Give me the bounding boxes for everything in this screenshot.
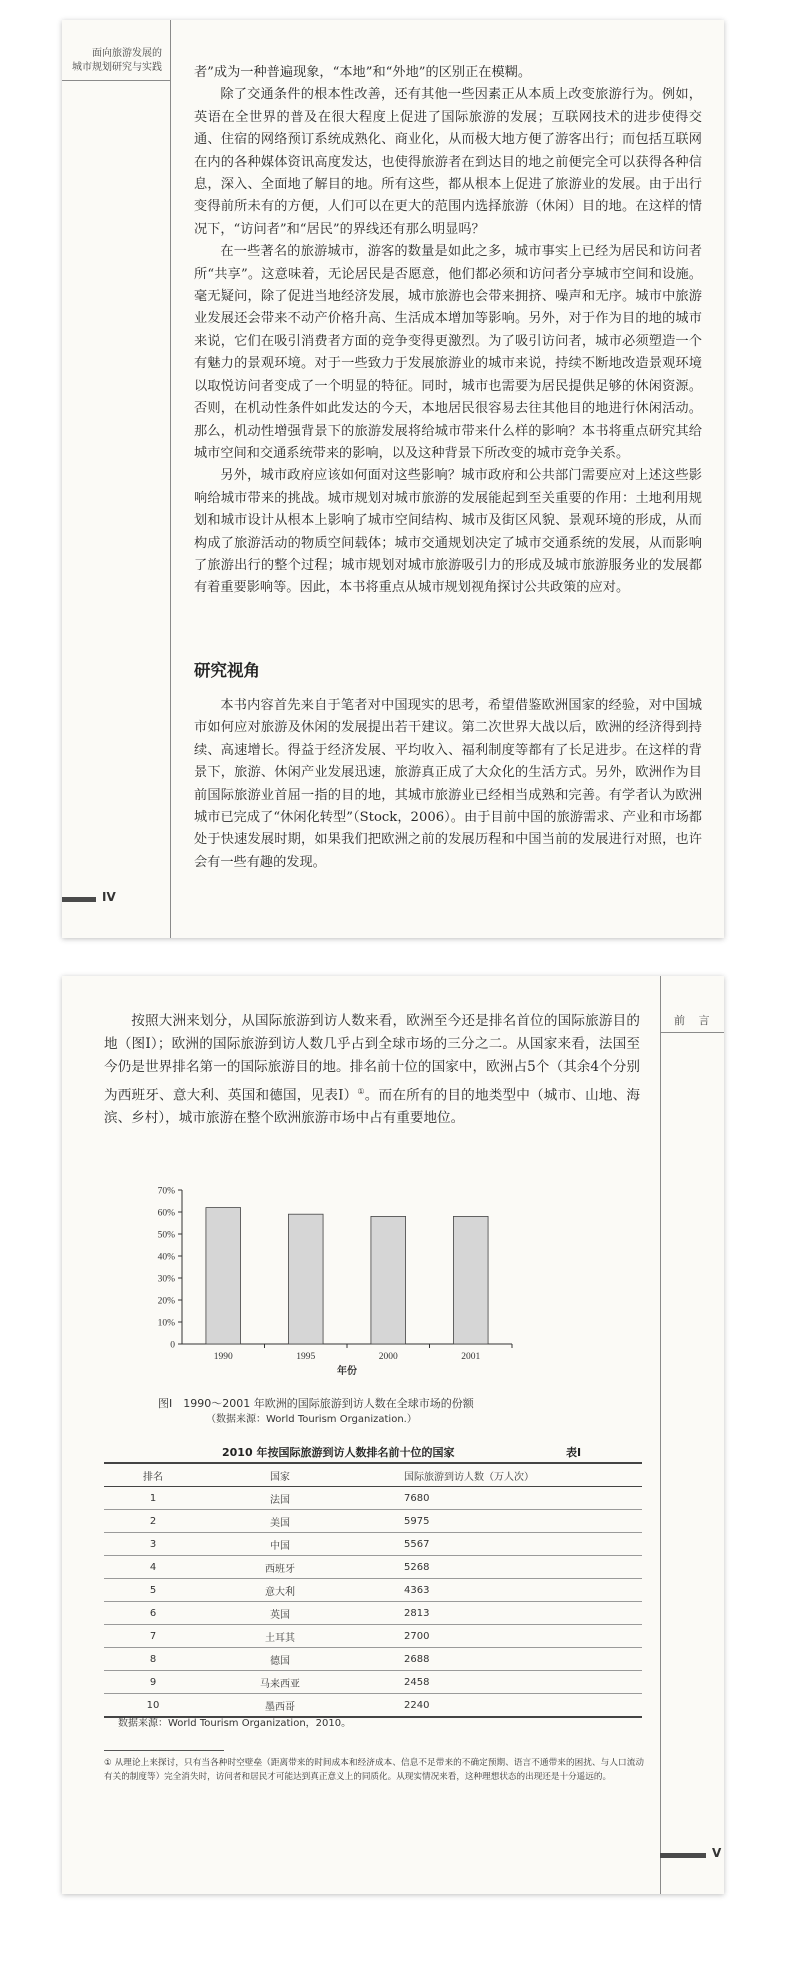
chart-canvas bbox=[142, 1182, 592, 1382]
country-cell: 德国 bbox=[202, 1648, 358, 1671]
rank-cell: 9 bbox=[104, 1671, 202, 1694]
paragraph: 本书内容首先来自于笔者对中国现实的思考，希望借鉴欧洲国家的经验，对中国城市如何应对旅游及休闲的发展提出若干建议。第二次世界大战以后，欧洲的经济得到持续、高速增长。得益于经济发展、平均收入、福利制度等都有了长足进步。在这样的背景下，旅游、休闲产业发展迅速，旅游真正成了大众化的生活方式。另外，欧洲作为目前国际旅游业首屈一指的目的地，其城市旅游业已经相当成熟和完善。有学者认为欧洲城市已完成了“休闲化转型”（Stock，2006）。由于目前中国的旅游需求、产业和市场都处于快速发展时期，如果我们把欧洲之前的发展历程和中国当前的发展进行对照，也许会有一些有趣的发现。 bbox=[194, 698, 702, 870]
x-tick-label: 2000 bbox=[378, 1352, 398, 1362]
arrivals-cell: 5975 bbox=[358, 1510, 642, 1533]
column-header-arrivals: 国际旅游到访人数（万人次） bbox=[358, 1463, 642, 1487]
running-head-rule bbox=[660, 1032, 724, 1033]
arrivals-cell: 2458 bbox=[358, 1671, 642, 1694]
country-cell: 意大利 bbox=[202, 1579, 358, 1602]
country-cell: 美国 bbox=[202, 1510, 358, 1533]
paragraph-text: 按照大洲来划分，从国际旅游到访人数来看，欧洲至今还是排名首位的国际旅游目的地（图Ⅰ）；欧洲的国际旅游到访人数几乎占到全球市场的三分之二。从国家来看，法国至今仍是世界排名第一的国际旅游目的地。排名前十位的国家中，欧洲占5个（其余4个分别为西班牙、意大利、英国和德国，见表Ⅰ） bbox=[104, 1013, 640, 1104]
country-cell: 英国 bbox=[202, 1602, 358, 1625]
table-row bbox=[104, 1648, 642, 1671]
y-tick-label: 30% bbox=[157, 1274, 175, 1285]
country-cell: 中国 bbox=[202, 1533, 358, 1556]
figure-title: 图Ⅰ 1990～2001 年欧洲的国际旅游到访人数在全球市场的份额 bbox=[158, 1397, 474, 1410]
arrivals-cell: 2700 bbox=[358, 1625, 642, 1648]
table-row bbox=[104, 1671, 642, 1694]
body-text bbox=[194, 62, 702, 600]
figure-caption bbox=[158, 1396, 558, 1428]
x-axis-label: 年份 bbox=[337, 1366, 357, 1377]
country-cell: 墨西哥 bbox=[202, 1694, 358, 1718]
footnote: ① 从理论上来探讨，只有当各种时空壁垒（距离带来的时间成本和经济成本、信息不足带来的不确定预期、语言不通带来的困扰、与人口流动有关的制度等）完全消失时，访问者和居民才可能达到真正意义上的同质化。从现实情况来看，这种理想状态的出现还是十分遥远的。 bbox=[104, 1758, 644, 1782]
running-head: 前 言 bbox=[674, 1014, 715, 1027]
running-head-line-2: 城市规划研究与实践 bbox=[72, 62, 162, 73]
arrivals-cell: 2688 bbox=[358, 1648, 642, 1671]
rank-cell: 4 bbox=[104, 1556, 202, 1579]
country-cell: 马来西亚 bbox=[202, 1671, 358, 1694]
table-row bbox=[104, 1510, 642, 1533]
page-number: V bbox=[712, 1846, 722, 1860]
y-tick-label: 20% bbox=[157, 1296, 175, 1307]
footnote-marker: ① bbox=[357, 1086, 365, 1096]
body-text bbox=[104, 1010, 640, 1131]
footnote-rule bbox=[104, 1750, 224, 1751]
table-source: 数据来源：World Tourism Organization，2010。 bbox=[118, 1718, 352, 1729]
rank-cell: 10 bbox=[104, 1694, 202, 1718]
country-cell: 法国 bbox=[202, 1487, 358, 1510]
table-row bbox=[104, 1533, 642, 1556]
paragraph: 在一些著名的旅游城市，游客的数量是如此之多，城市事实上已经为居民和访问者所“共享”。这意味着，无论居民是否愿意，他们都必须和访问者分享城市空间和设施。毫无疑问，除了促进当地经济发展，城市旅游也会带来拥挤、噪声和无序。城市中旅游业发展还会带来不动产价格升高、生活成本增加等影响。另外，对于作为目的地的城市来说，它们在吸引消费者方面的竞争变得更激烈。为了吸引访问者，城市必须塑造一个有魅力的景观环境。对于一些致力于发展旅游业的城市来说，持续不断地改造景观环境以取悦访问者变成了一个明显的特征。同时，城市也需要为居民提供足够的休闲资源。否则，在机动性条件如此发达的今天，本地居民很容易去往其他目的地进行休闲活动。那么，机动性增强背景下的旅游发展将给城市带来什么样的影响？本书将重点研究其给城市空间和交通系统带来的影响，以及这种背景下所改变的城市竞争关系。 bbox=[194, 244, 702, 461]
arrivals-cell: 2240 bbox=[358, 1694, 642, 1718]
rank-cell: 6 bbox=[104, 1602, 202, 1625]
arrivals-cell: 5268 bbox=[358, 1556, 642, 1579]
column-header-rank: 排名 bbox=[104, 1463, 202, 1487]
bar bbox=[288, 1214, 323, 1344]
rank-cell: 2 bbox=[104, 1510, 202, 1533]
table-row bbox=[104, 1579, 642, 1602]
y-tick-label: 70% bbox=[157, 1186, 175, 1197]
y-tick-label: 10% bbox=[157, 1318, 175, 1329]
country-cell: 西班牙 bbox=[202, 1556, 358, 1579]
running-head-line-1: 面向旅游发展的 bbox=[92, 48, 162, 59]
paragraph-text-cont: 。而在所有的目的地类型中（城市、山地、海滨、乡村），城市旅游在整个欧洲旅游市场中占有重要地位。 bbox=[104, 1087, 641, 1127]
table-number: 表Ⅰ bbox=[566, 1446, 582, 1459]
rank-cell: 7 bbox=[104, 1625, 202, 1648]
folio-bar bbox=[62, 897, 96, 902]
paragraph: 者”成为一种普遍现象，“本地”和“外地”的区别正在模糊。 bbox=[194, 65, 532, 80]
arrivals-cell: 4363 bbox=[358, 1579, 642, 1602]
x-tick-label: 1990 bbox=[213, 1352, 233, 1362]
rank-cell: 1 bbox=[104, 1487, 202, 1510]
table-header-row bbox=[104, 1463, 642, 1487]
figure-source: （数据来源：World Tourism Organization.） bbox=[206, 1414, 417, 1425]
rank-cell: 8 bbox=[104, 1648, 202, 1671]
section-heading: 研究视角 bbox=[194, 661, 260, 680]
arrivals-cell: 7680 bbox=[358, 1487, 642, 1510]
running-head-rule bbox=[62, 80, 170, 81]
column-header-country: 国家 bbox=[202, 1463, 358, 1487]
bar bbox=[206, 1208, 241, 1344]
x-tick-label: 1995 bbox=[296, 1352, 316, 1362]
folio-bar bbox=[660, 1853, 706, 1858]
y-tick-label: 40% bbox=[157, 1252, 175, 1263]
table-row bbox=[104, 1487, 642, 1510]
margin-rule bbox=[170, 20, 171, 938]
ranking-table bbox=[104, 1462, 642, 1718]
paragraph bbox=[104, 1010, 640, 1131]
paragraph: 除了交通条件的根本性改善，还有其他一些因素正从本质上改变旅游行为。例如，英语在全世界的普及在很大程度上促进了国际旅游的发展；互联网技术的进步使得交通、住宿的网络预订系统成熟化、商业化，从而极大地方便了游客出行；而包括互联网在内的各种媒体资讯高度发达，也使得旅游者在到达目的地之前便完全可以获得各种信息，深入、全面地了解目的地。所有这些，都从根本上促进了旅游业的发展。由于出行变得前所未有的方便，人们可以在更大的范围内选择旅游（休闲）目的地。在这样的情况下，“访问者”和“居民”的界线还有那么明显吗？ bbox=[194, 87, 702, 237]
x-tick-label: 2001 bbox=[461, 1352, 481, 1362]
arrivals-cell: 2813 bbox=[358, 1602, 642, 1625]
y-tick-label: 50% bbox=[157, 1230, 175, 1241]
y-tick-label: 0 bbox=[170, 1340, 175, 1351]
table-row bbox=[104, 1625, 642, 1648]
table-row bbox=[104, 1602, 642, 1625]
folio bbox=[660, 1844, 724, 1866]
book-page-iv bbox=[62, 20, 724, 938]
section-body bbox=[194, 695, 702, 874]
rank-cell: 3 bbox=[104, 1533, 202, 1556]
arrivals-cell: 5567 bbox=[358, 1533, 642, 1556]
country-cell: 土耳其 bbox=[202, 1625, 358, 1648]
table-title: 2010 年按国际旅游到访人数排名前十位的国家 bbox=[222, 1446, 455, 1459]
table-row bbox=[104, 1556, 642, 1579]
rank-cell: 5 bbox=[104, 1579, 202, 1602]
paragraph: 另外，城市政府应该如何面对这些影响？城市政府和公共部门需要应对上述这些影响给城市带来的挑战。城市规划对城市旅游的发展能起到至关重要的作用：土地利用规划和城市设计从根本上影响了城市空间结构、城市及街区风貌、景观环境的形成，从而构成了旅游活动的物质空间载体；城市交通规划决定了城市交通系统的发展，从而影响了旅游出行的整个过程；城市规划对城市旅游吸引力的形成及城市旅游服务业的发展都有着重要影响等。因此，本书将重点从城市规划视角探讨公共政策的应对。 bbox=[194, 468, 702, 596]
y-tick-label: 60% bbox=[157, 1208, 175, 1219]
bar bbox=[371, 1216, 406, 1344]
folio bbox=[62, 888, 170, 910]
bar bbox=[453, 1216, 488, 1344]
right-margin bbox=[660, 976, 724, 1894]
page-number: IV bbox=[102, 890, 116, 904]
book-page-v bbox=[62, 976, 724, 1894]
left-margin bbox=[62, 20, 170, 938]
bar-chart bbox=[142, 1182, 592, 1382]
running-head bbox=[72, 47, 162, 75]
margin-rule bbox=[660, 976, 661, 1894]
